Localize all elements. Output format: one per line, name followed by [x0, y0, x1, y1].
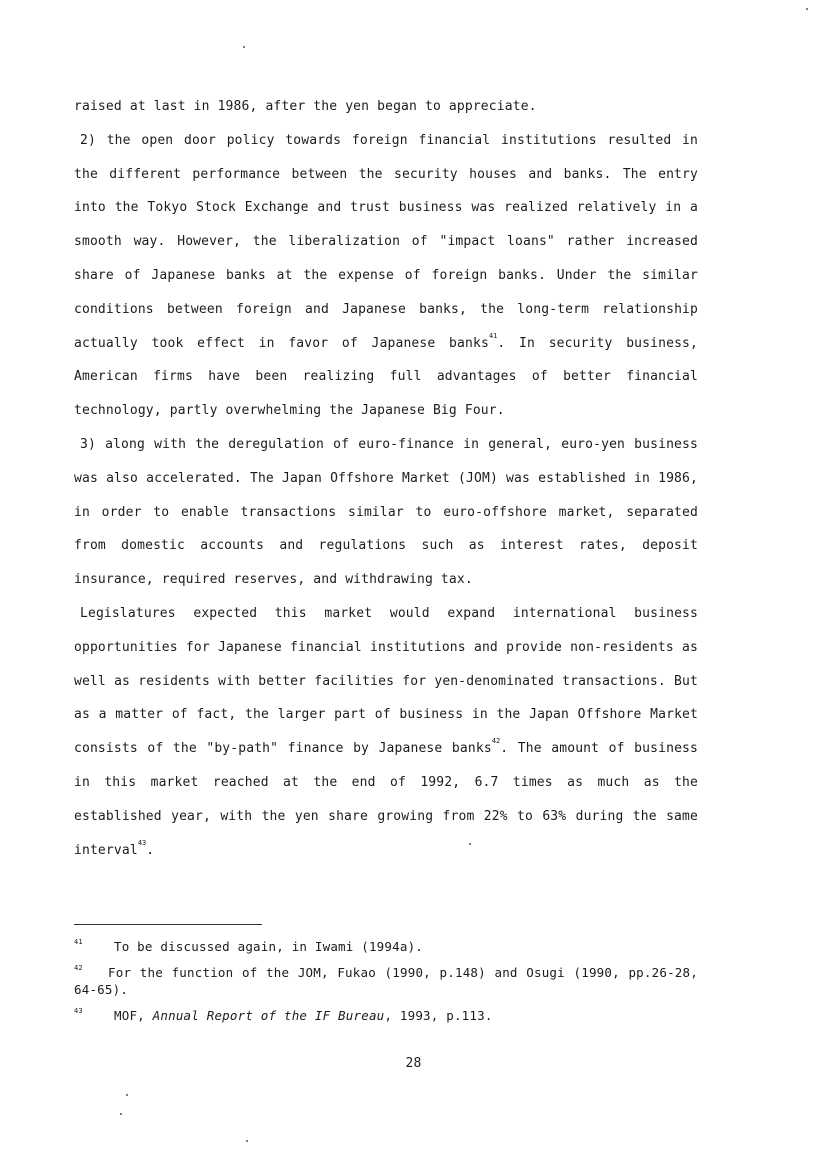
scan-speck: [246, 1140, 248, 1142]
footnote-mark: 43: [74, 1007, 83, 1015]
footnote-text: For the function of the JOM, Fukao (1990, p.148) and Osugi (1990, pp.26-28, 64-65).: [74, 965, 698, 997]
footnote-lead: [74, 938, 114, 955]
text-run: Legislatures expected this market would expand international business opportunities for Japanese financial institutions and provide non-residents as well as residents with better facilities for yen-denominated transactions. But as a matter of fact, the larger part of business in the Japan Offshore Market consists of the "by-path" finance by Japanese banks: [74, 605, 698, 757]
footnotes: [74, 938, 698, 1033]
scan-speck: [806, 8, 808, 10]
body-text: [74, 90, 698, 867]
footnote-text: , 1993, p.113.: [384, 1008, 493, 1023]
text-run: . In security business, American firms have been realizing full advantages of better financial technology, partly overwhelming the Japanese Big Four.: [74, 335, 698, 419]
text-run: 2) the open door policy towards foreign financial institutions resulted in the different performance between the security houses and banks. The entry into the Tokyo Stock Exchange and trust business was realized relatively in a smooth way. However, the liberalization of "impact loans" rather increased share of Japanese banks at the expense of foreign banks. Under the similar conditions between foreign and Japanese banks, the long-term relationship actually took effect in favor of Japanese banks: [74, 132, 698, 351]
footnote-lead: [74, 1007, 114, 1024]
text-run: raised at last in 1986, after the yen began to appreciate.: [74, 99, 537, 114]
paragraph-4: [74, 597, 698, 867]
footnote-42: [74, 964, 698, 998]
footnote-lead: [74, 964, 108, 981]
scan-speck: [243, 46, 245, 48]
scan-speck: [469, 843, 471, 845]
text-run: 3) along with the deregulation of euro-finance in general, euro-yen business was also accelerated. The Japan Offshore Market (JOM) was established in 1986, in order to enable transactions similar to euro-offshore market, separated from domestic accounts and regulations such as interest rates, deposit insurance, required reserves, and withdrawing tax.: [74, 436, 698, 588]
footnote-mark: 41: [74, 938, 83, 946]
footnote-text: MOF,: [114, 1008, 153, 1023]
paragraph-3: [74, 428, 698, 597]
footnote-ref-43[interactable]: 43: [137, 838, 147, 847]
footnote-divider: [74, 924, 262, 925]
footnote-ref-42[interactable]: 42: [491, 737, 501, 746]
footnote-43: [74, 1007, 698, 1024]
scan-speck: [120, 1113, 122, 1115]
text-run: .: [146, 842, 155, 858]
footnote-41: [74, 938, 698, 955]
scan-speck: [126, 1094, 128, 1096]
text-run: . The amount of business in this market reached at the end of 1992, 6.7 times as much as the established year, with the yen share growing from 22% to 63% during the same interval: [74, 741, 698, 858]
publication-title: Annual Report of the IF Bureau: [152, 1008, 385, 1023]
paragraph-2: [74, 124, 698, 428]
footnote-mark: 42: [74, 964, 83, 972]
footnote-ref-41[interactable]: 41: [488, 331, 498, 340]
paragraph-1: [74, 90, 698, 124]
page-number: 28: [405, 1056, 422, 1071]
footnote-text: To be discussed again, in Iwami (1994a).: [114, 939, 424, 954]
